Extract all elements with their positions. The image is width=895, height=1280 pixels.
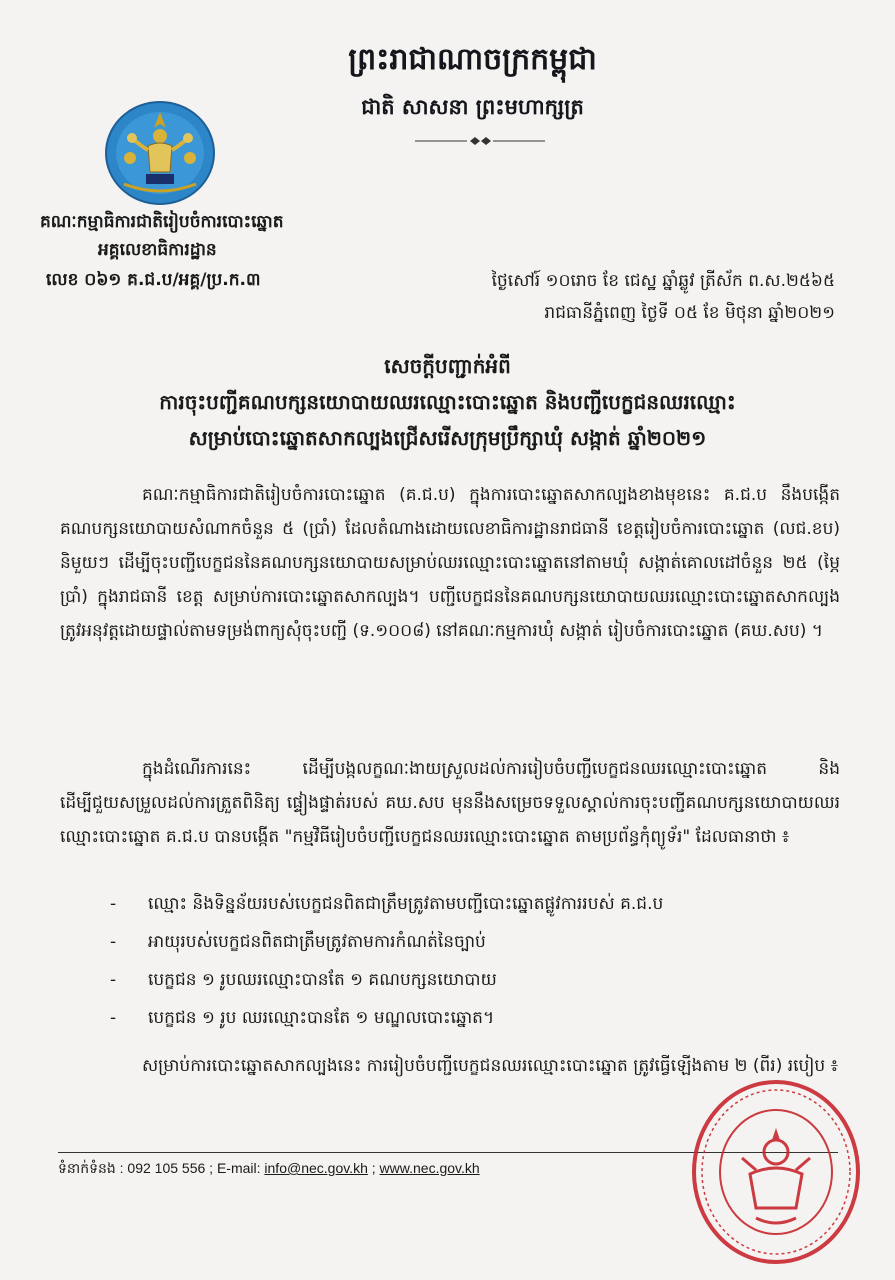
list-item (110, 999, 850, 1037)
list-item (110, 961, 850, 999)
document-subject-line-1: ការចុះបញ្ជីគណបក្សនយោបាយឈរឈ្មោះបោះឆ្នោត និងបញ្ជីបេក្ខជនឈរឈ្មោះ (159, 390, 736, 414)
list-item-text: បេក្ខជន ១ រូប ឈរឈ្មោះបានតែ ១ មណ្ឌលបោះឆ្នោត។ (148, 1008, 495, 1028)
document-type-title: សេចក្ដីបញ្ជាក់អំពី (384, 354, 511, 378)
assurance-list (110, 885, 850, 1037)
email-link[interactable]: info@nec.gov.kh (264, 1160, 368, 1176)
nec-logo-emblem (104, 100, 216, 206)
footer-contact (58, 1158, 480, 1178)
lunar-date: ថ្ងៃសៅរ៍ ១០រោច ខែ ជេស្ឋ ឆ្នាំឆ្លូវ ត្រីស័ក ព.ស.២៥៦៥ (491, 271, 835, 291)
list-item-text: ឈ្មោះ និងទិន្នន័យរបស់បេក្ខជនពិតជាត្រឹមត្រូវតាមបញ្ជីបោះឆ្នោតផ្លូវការរបស់ គ.ជ.ប (148, 894, 664, 914)
department-name: អគ្គលេខាធិការដ្ឋាន (98, 240, 217, 260)
bullet-marker: - (110, 894, 117, 914)
list-item (110, 923, 850, 961)
header-ornament-divider (415, 136, 545, 146)
document-subject-line-2: សម្រាប់បោះឆ្នោតសាកល្បងជ្រើសរើសក្រុមប្រឹក្សាឃុំ សង្កាត់ ឆ្នាំ២០២១ (188, 426, 707, 450)
list-item-text: អាយុរបស់បេក្ខជនពិតជាត្រឹមត្រូវតាមការកំណត់នៃច្បាប់ (148, 932, 486, 952)
gregorian-date: រាជធានីភ្នំពេញ ថ្ងៃទី ០៥ ខែ មិថុនា ឆ្នាំ២០២១ (544, 303, 835, 323)
list-item (110, 885, 850, 923)
list-item-text: បេក្ខជន ១ រូបឈរឈ្មោះបានតែ ១ គណបក្សនយោបាយ (148, 970, 497, 990)
reference-number: លេខ ០៦១ គ.ជ.ប/អគ្គ/ប្រ.ក.៣ (46, 270, 261, 290)
body-paragraph-1: គណៈកម្មាធិការជាតិរៀបចំការបោះឆ្នោត (គ.ជ.ប) ក្នុងការបោះឆ្នោតសាកល្បងខាងមុខនេះ គ.ជ.ប នឹងបង្កើតគណបក្សនយោបាយសំណាកចំនួន ៥ (ប្រាំ) ដែលតំណាងដោយលេខាធិការដ្ឋានរាជធានី ខេត្តរៀបចំការបោះឆ្នោត (លជ.ខប) និមួយៗ ដើម្បីចុះបញ្ជីបេក្ខជននៃគណបក្សនយោបាយសម្រាប់ឈរឈ្មោះបោះឆ្នោតនៅតាមឃុំ សង្កាត់គោលដៅចំនួន ២៥ (ម្ភៃប្រាំ) ក្នុងរាជធានី ខេត្ត សម្រាប់ការបោះឆ្នោតសាកល្បង។ បញ្ជីបេក្ខជននៃគណបក្សនយោបាយឈរឈ្មោះបោះឆ្នោតសាកល្បង ត្រូវអនុវត្តដោយផ្ទាល់តាមទម្រង់ពាក្យសុំចុះបញ្ជី (ទ.១០០៨) នៅគណៈកម្មការឃុំ សង្កាត់ រៀបចំការបោះឆ្នោត (គឃ.សប) ។ (60, 485, 840, 641)
bullet-marker: - (110, 1008, 117, 1028)
national-motto: ជាតិ សាសនា ព្រះមហាក្សត្រ (361, 94, 584, 119)
body-paragraph-2: ក្នុងដំណើរការនេះ ដើម្បីបង្កលក្ខណៈងាយស្រួលដល់ការរៀបចំបញ្ជីបេក្ខជនឈរឈ្មោះបោះឆ្នោត និងដើម្បីជួយសម្រួលដល់ការត្រួតពិនិត្យ ផ្ទៀងផ្ទាត់របស់ គឃ.សប មុននឹងសម្រេចទទួលស្គាល់ការចុះបញ្ជីគណបក្សនយោបាយឈរឈ្មោះបោះឆ្នោត គ.ជ.ប បានបង្កើត "កម្មវិធីរៀបចំបញ្ជីបេក្ខជនឈរឈ្មោះបោះឆ្នោត តាមប្រព័ន្ធកុំព្យូទ័រ" ដែលធានាថា ៖ (60, 759, 840, 847)
contact-label: ទំនាក់ទំនង : 092 105 556 ; E-mail: (58, 1160, 265, 1176)
body-paragraph-3: សម្រាប់ការបោះឆ្នោតសាកល្បងនេះ ការរៀបចំបញ្ជីបេក្ខជនឈរឈ្មោះបោះឆ្នោត ត្រូវធ្វើឡើងតាម ២ (ពីរ) របៀប ៖ (142, 1056, 839, 1076)
website-link[interactable]: www.nec.gov.kh (379, 1160, 480, 1176)
bullet-marker: - (110, 932, 117, 952)
kingdom-title: ព្រះរាជាណាចក្រកម្ពុជា (348, 42, 597, 77)
organization-name: គណៈកម្មាធិការជាតិរៀបចំការបោះឆ្នោត (40, 212, 284, 232)
official-seal-stamp (690, 1078, 862, 1266)
footer-separator: ; (367, 1160, 380, 1176)
bullet-marker: - (110, 970, 117, 990)
